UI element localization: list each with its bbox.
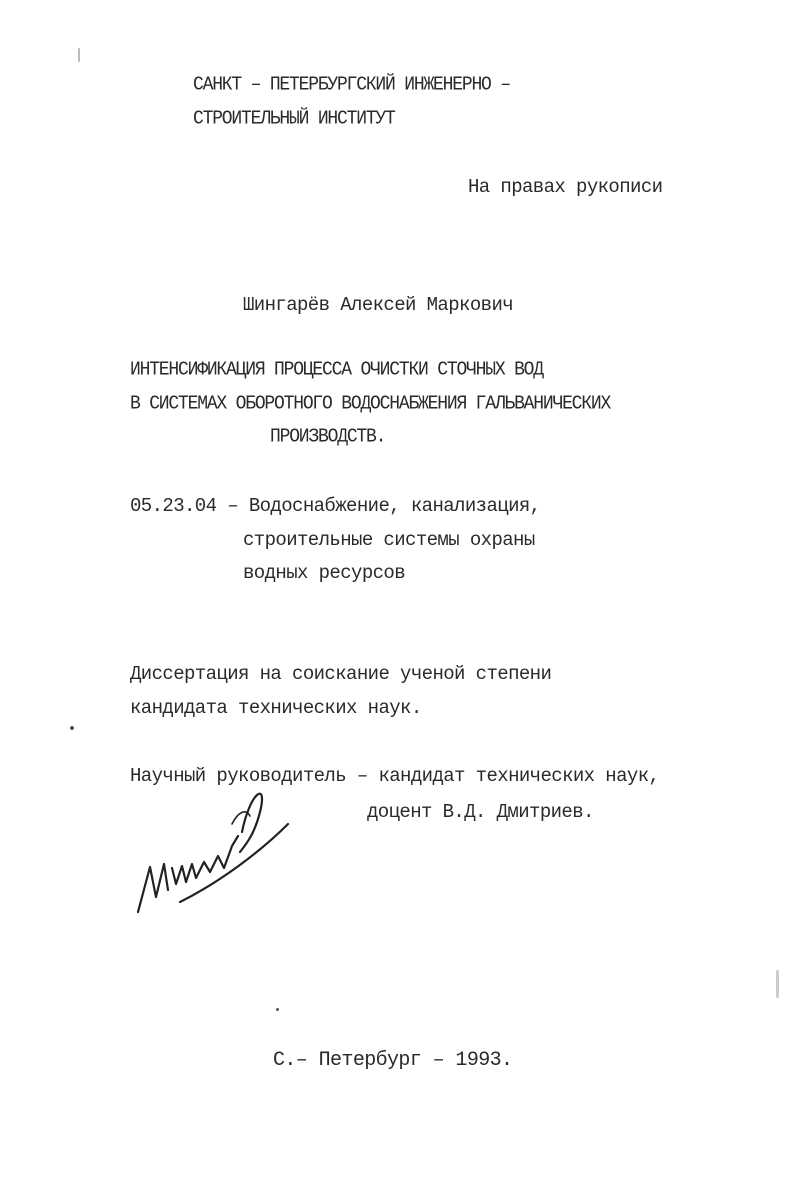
specialty-line-2: строительные системы охраны bbox=[243, 529, 535, 551]
institute-line-2: СТРОИТЕЛЬНЫЙ ИНСТИТУТ bbox=[193, 108, 395, 130]
place-and-year: С.– Петербург – 1993. bbox=[273, 1049, 513, 1072]
title-line-3: ПРОИЗВОДСТВ. bbox=[270, 426, 386, 448]
supervisor-line-1: Научный руководитель – кандидат технических наук, bbox=[130, 765, 660, 787]
paper-mark bbox=[78, 48, 80, 62]
title-line-1: ИНТЕНСИФИКАЦИЯ ПРОЦЕССА ОЧИСТКИ СТОЧНЫХ ВОД bbox=[130, 359, 543, 381]
paper-speck bbox=[276, 1008, 279, 1011]
paper-mark bbox=[776, 970, 779, 998]
paper-speck bbox=[70, 726, 74, 730]
rights-note: На правах рукописи bbox=[468, 176, 663, 198]
dissertation-line-2: кандидата технических наук. bbox=[130, 697, 422, 719]
dissertation-line-1: Диссертация на соискание ученой степени bbox=[130, 663, 552, 685]
title-line-2: В СИСТЕМАХ ОБОРОТНОГО ВОДОСНАБЖЕНИЯ ГАЛЬВАНИЧЕСКИХ bbox=[130, 393, 611, 415]
specialty-line-3: водных ресурсов bbox=[243, 562, 406, 584]
supervisor-line-2: доцент В.Д. Дмитриев. bbox=[367, 801, 594, 823]
author-signature bbox=[120, 772, 320, 932]
specialty-line-1: 05.23.04 – Водоснабжение, канализация, bbox=[130, 495, 541, 517]
author-name: Шингарёв Алексей Маркович bbox=[243, 294, 514, 316]
institute-line-1: САНКТ – ПЕТЕРБУРГСКИЙ ИНЖЕНЕРНО – bbox=[193, 74, 510, 96]
